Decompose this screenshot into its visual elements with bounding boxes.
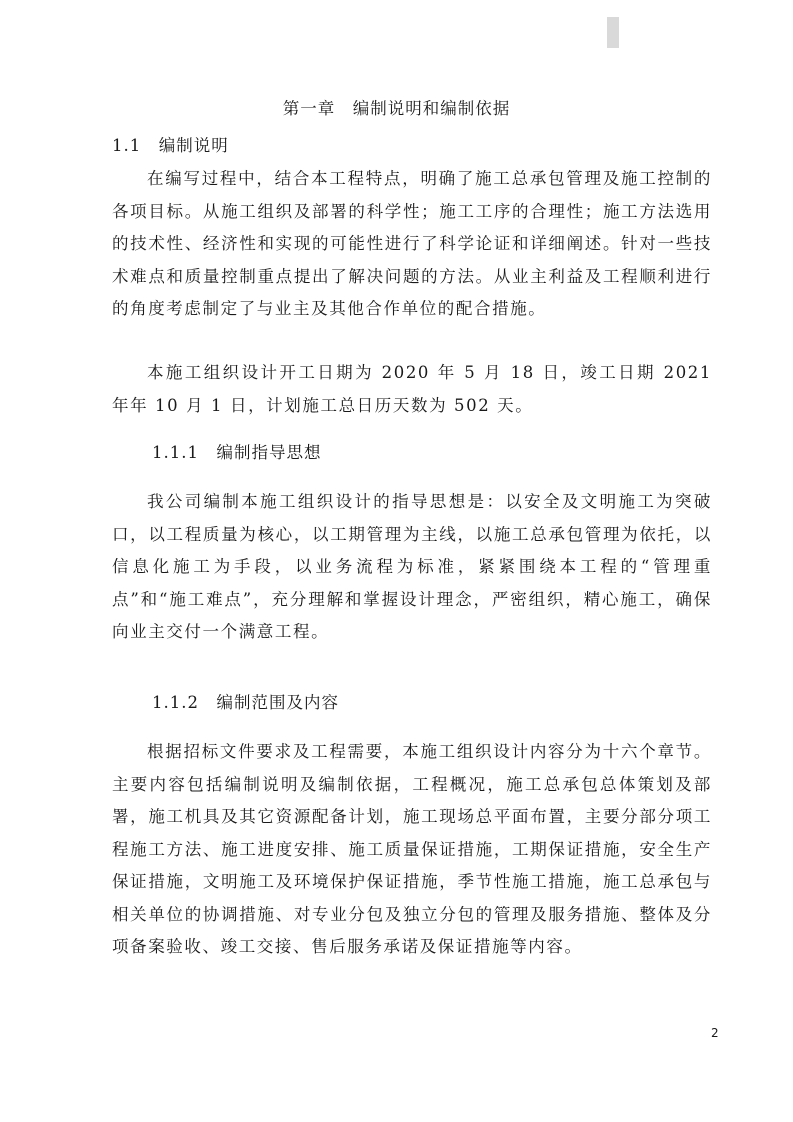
section-number: 1.1.2 xyxy=(152,693,199,712)
section-title: 编制指导思想 xyxy=(216,443,322,462)
paragraph-scope: 根据招标文件要求及工程需要，本施工组织设计内容分为十六个章节。主要内容包括编制说明及编制依据，工程概况，施工总承包总体策划及部署，施工机具及其它资源配备计划，施工现场总平面布置，主要分部分项工程施工方法、施工进度安排、施工质量保证措施，工期保证措施，安全生产保证措施，文明施工及环境保护保证措施，季节性施工措施，施工总承包与相关单位的协调措施、对专业分包及独立分包的管理及服务措施、整体及分项备案验收、竣工交接、售后服务承诺及保证措施等内容。 xyxy=(112,742,712,956)
paragraph-overview: 在编写过程中，结合本工程特点，明确了施工总承包管理及施工控制的各项目标。从施工组织及部署的科学性；施工工序的合理性；施工方法选用的技术性、经济性和实现的可能性进行了科学论证和详细阐述。针对一些技术难点和质量控制重点提出了解决问题的方法。从业主利益及工程顺利进行的角度考虑制定了与业主及其他合作单位的配合措施。 xyxy=(112,169,712,318)
section-title: 编制说明 xyxy=(158,136,229,155)
paragraph-guiding-ideas: 我公司编制本施工组织设计的指导思想是：以安全及文明施工为突破口，以工程质量为核心，以工期管理为主线，以施工总承包管理为依托，以信息化施工为手段，以业务流程为标准，紧紧围绕本工程的“管理重点”和“施工难点”，充分理解和掌握设计理念，严密组织，精心施工，确保向业主交付一个满意工程。 xyxy=(112,492,712,641)
page-number: 2 xyxy=(711,1026,719,1040)
chapter-title: 第一章 编制说明和编制依据 xyxy=(282,99,511,118)
section-heading-1-1-1 xyxy=(152,439,321,463)
section-title: 编制范围及内容 xyxy=(216,693,339,712)
section-number: 1.1.1 xyxy=(152,443,199,462)
section-heading-1-1-2 xyxy=(152,689,339,713)
page-marker xyxy=(607,17,619,48)
section-number: 1.1 xyxy=(112,136,142,155)
paragraph-schedule: 本施工组织设计开工日期为 2020 年 5 月 18 日，竣工日期 2021 年年 10 月 1 日，计划施工总日历天数为 502 天。 xyxy=(112,363,712,415)
section-heading-1-1 xyxy=(112,132,229,156)
